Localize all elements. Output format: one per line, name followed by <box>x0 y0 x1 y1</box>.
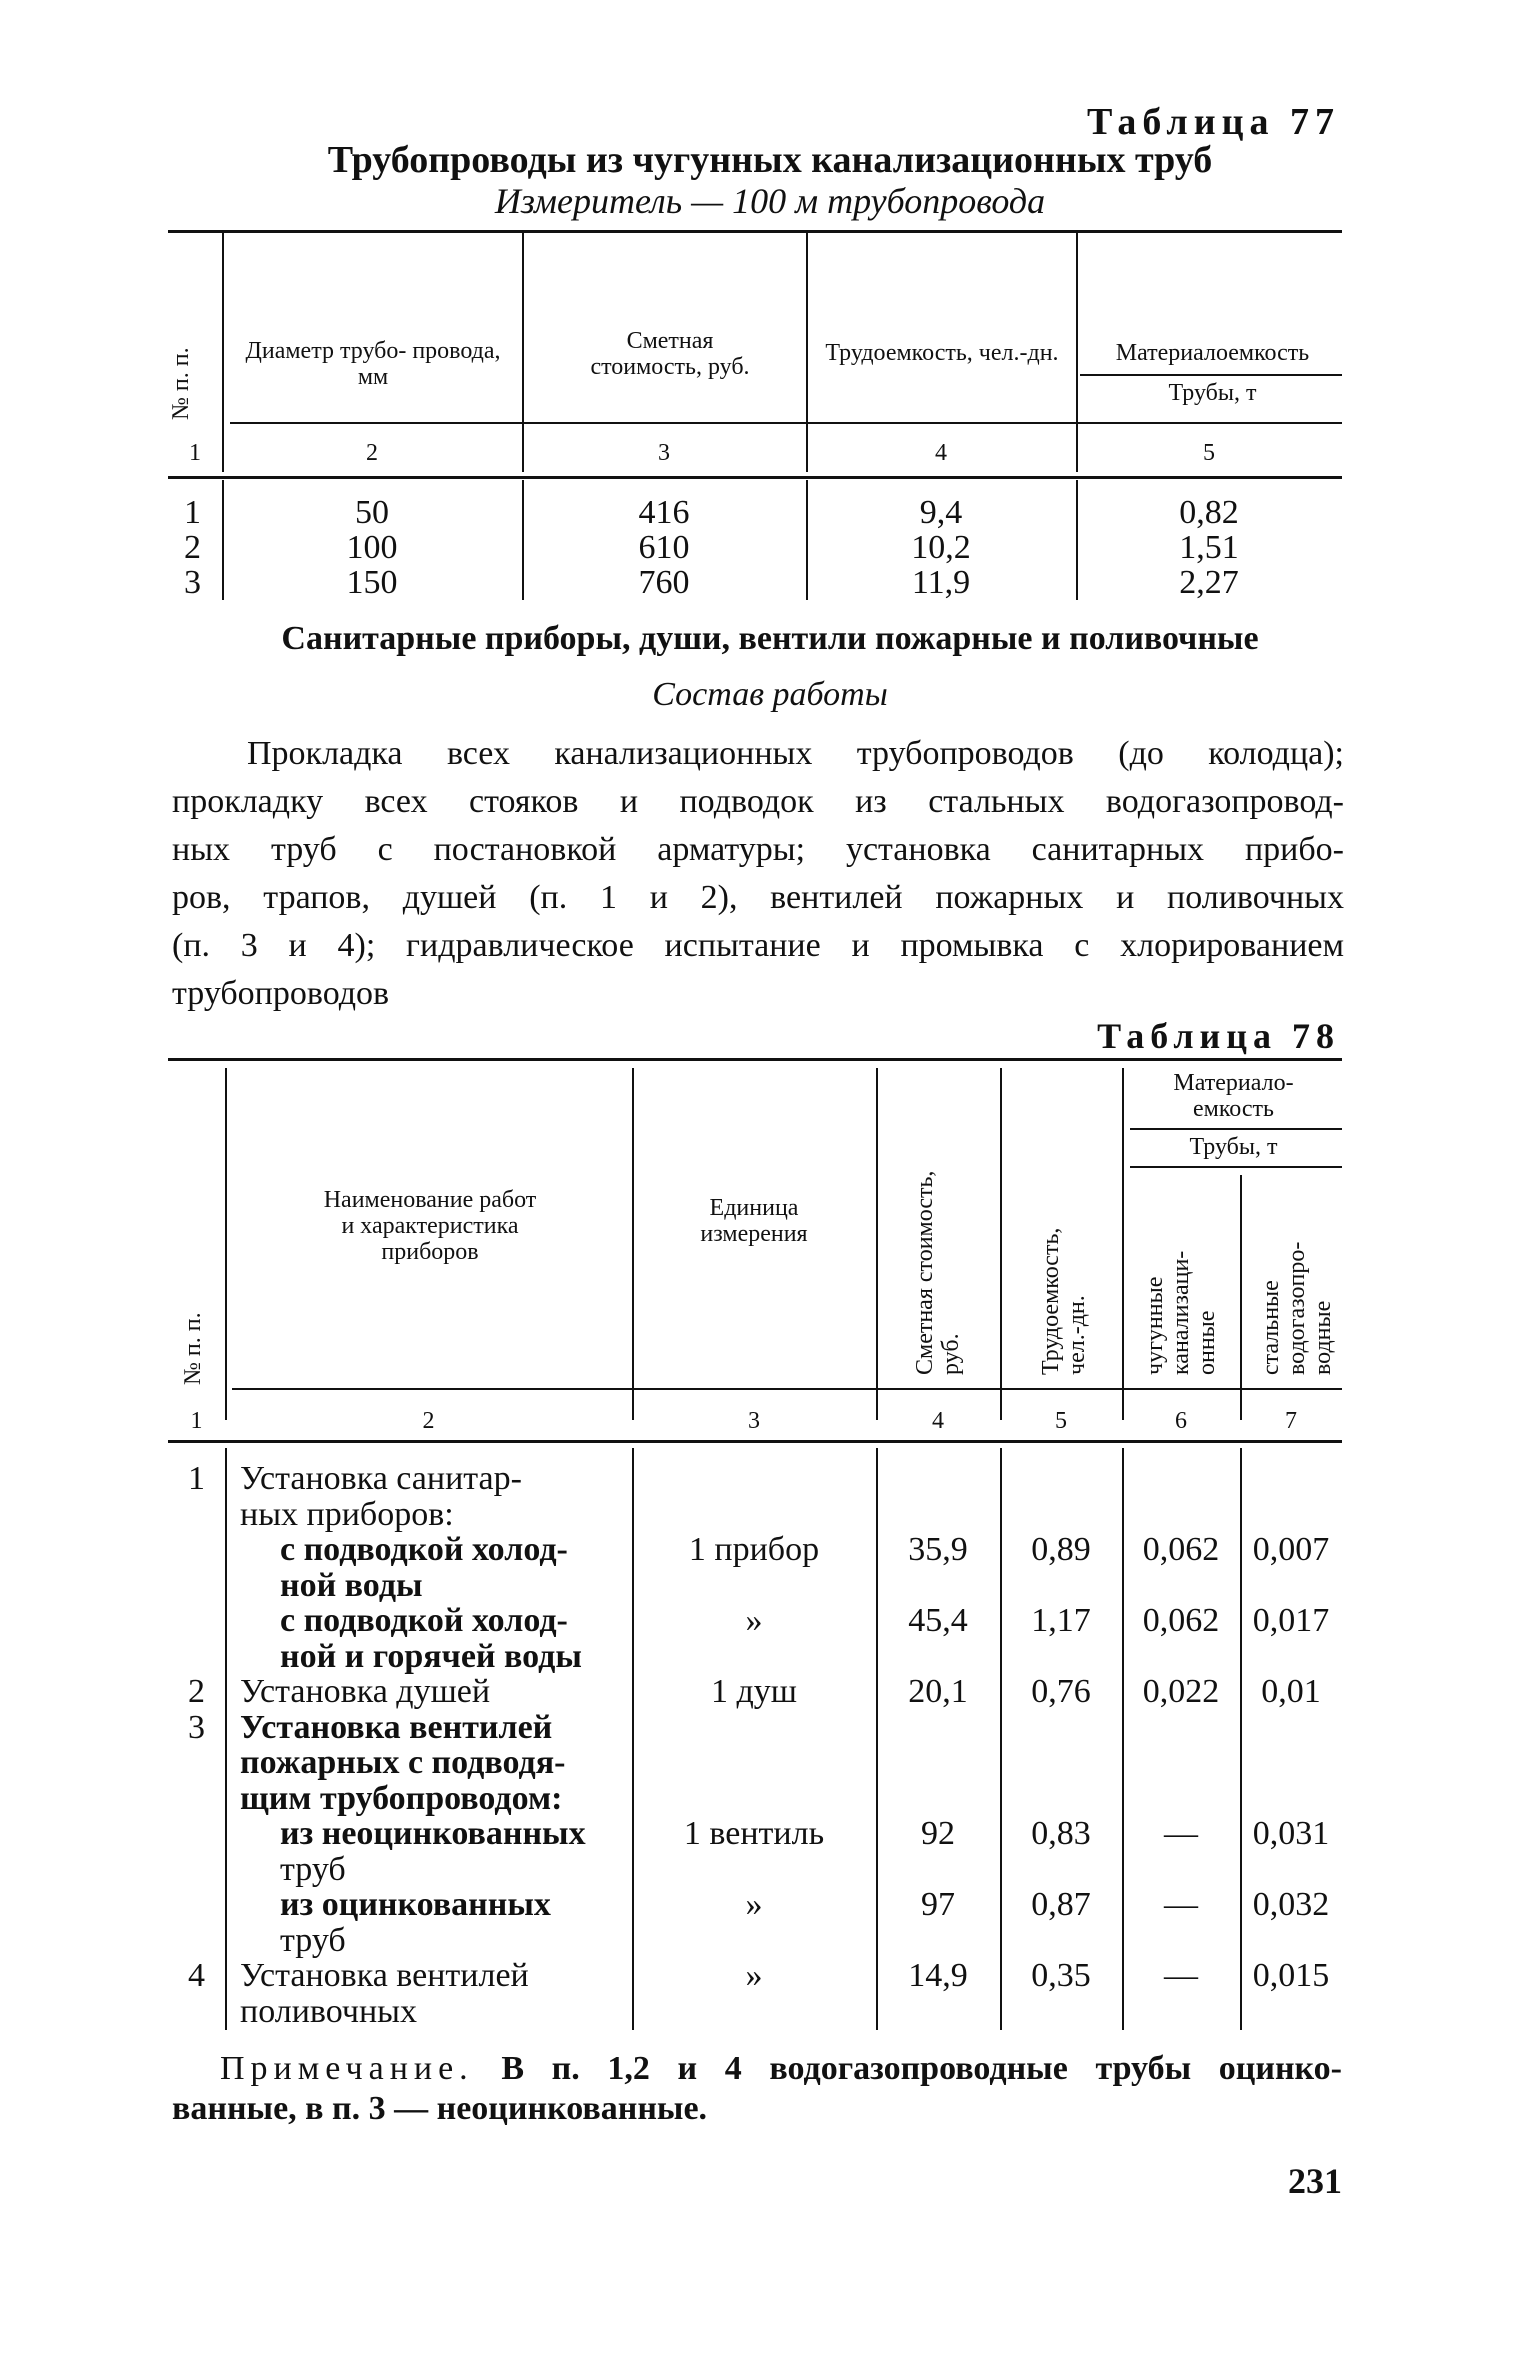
table-78-header-cast-line-3: онные <box>1194 1310 1220 1375</box>
table-78-line-3-name: с подводкой холод- <box>280 1531 568 1568</box>
table-77-row-3-cost: 760 <box>638 564 690 601</box>
table-78-colnum-5: 5 <box>1055 1408 1067 1434</box>
table-77-vline-1 <box>222 232 224 472</box>
table-78-line-10-name: щим трубопроводом: <box>240 1779 563 1817</box>
table-77-vline-4 <box>1076 232 1078 472</box>
table-78-line-9-name: пожарных с подводя- <box>240 1744 566 1781</box>
table-77-row-3-pipes: 2,27 <box>1179 564 1239 601</box>
table-78-header-steel-line-2: водогазопро- <box>1284 1241 1310 1375</box>
table-77-title: Трубопроводы из чугунных канализационных труб <box>327 139 1213 181</box>
table-78-line-16-name: поливочных <box>240 1992 417 2030</box>
table-78-colnum-4: 4 <box>932 1408 944 1434</box>
note-label: Примечание. <box>220 2050 474 2087</box>
table-77-vline-3 <box>806 232 808 472</box>
table-78-line-13-unit: » <box>745 1886 763 1923</box>
table-78-line-7-n: 2 <box>188 1673 205 1710</box>
section-body-line-3: ных труб с постановкой арматуры; установка санитарных прибо- <box>172 831 1344 868</box>
table-78-line-8-name: Установка вентилей <box>240 1708 553 1746</box>
table-78-header-unit-line-2: измерения <box>700 1221 808 1247</box>
table-78-pipes-rule <box>1130 1166 1342 1168</box>
section-body-line-1: Прокладка всех канализационных трубопроводов (до колодца); <box>247 735 1344 772</box>
table-78-line-15-name: Установка вентилей <box>240 1957 529 1994</box>
table-78-line-13-steel: 0,032 <box>1252 1886 1330 1923</box>
table-78-header-name-line-2: и характеристика <box>341 1213 519 1239</box>
table-78-line-7-cost: 20,1 <box>908 1673 968 1710</box>
table-77-row-2-pipes: 1,51 <box>1179 529 1239 566</box>
table-78-header-rule <box>232 1388 1342 1390</box>
table-78-vline-4 <box>1000 1068 1002 1420</box>
table-78-material-rule <box>1130 1128 1342 1130</box>
table-78-line-15-cost: 14,9 <box>908 1957 968 1994</box>
table-78-header-cast-line-2: канализаци- <box>1168 1250 1194 1375</box>
table-78-line-11-labor: 0,83 <box>1031 1815 1091 1852</box>
table-77-row-1-num: 1 <box>184 494 201 531</box>
table-77-row-2-diam: 100 <box>346 529 398 566</box>
table-78-line-3-cast: 0,062 <box>1142 1531 1220 1568</box>
table-77-colnum-3: 3 <box>658 440 670 466</box>
table-78-line-7-steel: 0,01 <box>1261 1673 1321 1710</box>
table-78-line-7-unit: 1 душ <box>711 1673 797 1710</box>
table-77-colnum-4: 4 <box>935 440 947 466</box>
table-78-header-unit-line-1: Единица <box>709 1195 799 1221</box>
table-78-line-15-steel: 0,015 <box>1252 1957 1330 1994</box>
table-78-line-12-name: труб <box>280 1850 346 1888</box>
table-77-row-1-labor: 9,4 <box>919 494 963 531</box>
table-78-line-11-steel: 0,031 <box>1252 1815 1330 1852</box>
table-77-row-1-pipes: 0,82 <box>1179 494 1239 531</box>
table-78-header-labor <box>1038 1228 1090 1375</box>
table-78-body-vline-1 <box>225 1448 227 2030</box>
table-78-line-5-cost: 45,4 <box>908 1602 968 1639</box>
table-77-header-num: № п. п. <box>168 347 194 420</box>
table-78-line-5-unit: » <box>745 1602 763 1639</box>
table-78-line-3-steel: 0,007 <box>1252 1531 1330 1568</box>
table-77-row-2-num: 2 <box>184 529 201 566</box>
table-77-header-labor: Трудоемкость, чел.-дн. <box>825 340 1059 366</box>
table-77-unit-line: Измеритель — 100 м трубопровода <box>494 181 1046 221</box>
table-78-line-7-name: Установка душей <box>240 1673 491 1710</box>
table-77-header-pipes: Трубы, т <box>1168 380 1257 406</box>
table-78-numbers-rule <box>168 1440 1342 1443</box>
note-line-2: ванные, в п. 3 — неоцинкованные. <box>172 2090 708 2127</box>
note-text-1: В п. 1,2 и 4 водогазопроводные трубы оцинко- <box>473 2050 1342 2087</box>
table-78-colnum-2: 2 <box>422 1408 435 1434</box>
table-78-line-11-cost: 92 <box>921 1815 955 1852</box>
table-78-line-13-name: из оцинкованных <box>280 1886 551 1923</box>
table-78-top-rule <box>168 1058 1342 1061</box>
section-title: Санитарные приборы, души, вентили пожарные и поливочные <box>281 620 1259 657</box>
table-77-row-1-diam: 50 <box>355 494 389 531</box>
table-77-header-cost: Сметная стоимость, руб. <box>590 328 750 380</box>
table-77-row-3-num: 3 <box>184 564 201 601</box>
table-78-line-11-name: из неоцинкованных <box>280 1815 586 1852</box>
table-78-line-5-name: с подводкой холод- <box>280 1602 568 1639</box>
table-77-vline-2 <box>522 232 524 472</box>
table-78-colnum-3: 3 <box>748 1408 760 1434</box>
table-77-colnum-1: 1 <box>189 440 201 466</box>
table-78-header-cost-line-1: Сметная стоимость, <box>912 1170 938 1375</box>
table-78-colnum-1: 1 <box>190 1408 203 1434</box>
table-78-line-1-name: Установка санитар- <box>240 1460 522 1497</box>
table-78-line-5-labor: 1,17 <box>1031 1602 1091 1639</box>
table-77-row-1-cost: 416 <box>638 494 690 531</box>
table-77-numbers-rule <box>168 476 1342 479</box>
section-body <box>172 730 1344 1018</box>
table-77-header-material: Материалоемкость <box>1115 340 1310 366</box>
table-78-line-15-n: 4 <box>188 1957 205 1994</box>
table-78-line-3-labor: 0,89 <box>1031 1531 1091 1568</box>
table-78-line-7-labor: 0,76 <box>1031 1673 1091 1710</box>
table-77-row-2-labor: 10,2 <box>911 529 971 566</box>
table-77-header-rule <box>230 422 1342 424</box>
table-78-colnum-6: 6 <box>1175 1408 1187 1434</box>
table-78-line-13-cast: — <box>1164 1886 1198 1923</box>
table-78-vline-6 <box>1240 1175 1242 1420</box>
table-78-header-labor-line-2: чел.-дн. <box>1064 1295 1090 1375</box>
table-78-line-13-labor: 0,87 <box>1031 1886 1091 1923</box>
table-78-header-name-line-1: Наименование работ <box>323 1187 537 1213</box>
table-78-line-3-unit: 1 прибор <box>688 1531 820 1568</box>
table-77-material-rule <box>1080 374 1342 376</box>
section-body-line-4: ров, трапов, душей (п. 1 и 2), вентилей пожарных и поливочных <box>172 879 1344 916</box>
table-78-header-name <box>232 1187 628 1265</box>
table-78-header-cast <box>1142 1251 1220 1375</box>
table-78-line-5-cast: 0,062 <box>1142 1602 1220 1639</box>
table-78-header-material-line-2: емкость <box>1193 1096 1274 1122</box>
page-number: 231 <box>1288 2161 1342 2201</box>
section-body-line-6: трубопроводов <box>172 975 390 1012</box>
table-77-row-3-labor: 11,9 <box>911 564 971 601</box>
table-77-top-rule <box>168 230 1342 233</box>
table-77-colnum-5: 5 <box>1203 440 1215 466</box>
note-line-1 <box>220 2050 1342 2088</box>
table-78-line-1-n: 1 <box>188 1460 205 1497</box>
table-77-header-diam: Диаметр трубо- провода, мм <box>245 338 501 390</box>
table-78-header-labor-line-1: Трудоемкость, <box>1038 1227 1064 1375</box>
table-78-header-cost-line-2: руб. <box>938 1333 964 1375</box>
table-77-caption: Таблица 77 <box>1086 101 1340 143</box>
table-78-header-cast-line-1: чугунные <box>1142 1276 1168 1375</box>
table-78-line-3-cost: 35,9 <box>908 1531 968 1568</box>
table-78-header-num: № п. п. <box>180 1312 206 1385</box>
table-78-header-pipes: Трубы, т <box>1189 1134 1278 1160</box>
table-77-row-3-diam: 150 <box>346 564 398 601</box>
table-78-header-steel-line-3: водные <box>1310 1300 1336 1375</box>
table-78-line-7-cast: 0,022 <box>1142 1673 1220 1710</box>
table-78-line-2-name: ных приборов: <box>240 1495 454 1533</box>
table-78-line-8-n: 3 <box>188 1708 205 1746</box>
table-78-colnum-7: 7 <box>1285 1408 1297 1434</box>
table-78-line-14-name: труб <box>280 1921 346 1959</box>
table-78-line-15-labor: 0,35 <box>1031 1957 1091 1994</box>
table-78-header-material-line-1: Материало- <box>1173 1070 1294 1096</box>
table-78-caption: Таблица 78 <box>1097 1016 1340 1056</box>
table-78-line-5-steel: 0,017 <box>1252 1602 1330 1639</box>
table-77-row-2-cost: 610 <box>638 529 690 566</box>
table-78-header-unit <box>636 1195 872 1247</box>
table-78-header-name-line-3: приборов <box>381 1239 479 1265</box>
table-78-line-11-unit: 1 вентиль <box>683 1815 825 1852</box>
table-78-line-4-name: ной воды <box>280 1566 423 1604</box>
table-78-header-cost <box>912 1171 964 1375</box>
table-78-header-material <box>1125 1070 1342 1122</box>
table-77-colnum-2: 2 <box>366 440 378 466</box>
table-78-line-13-cost: 97 <box>921 1886 955 1923</box>
table-78-line-11-cast: — <box>1164 1815 1198 1852</box>
table-78-vline-1 <box>225 1068 227 1420</box>
table-78-line-15-cast: — <box>1164 1957 1198 1994</box>
table-78-vline-3 <box>876 1068 878 1420</box>
table-78-line-15-unit: » <box>745 1957 763 1994</box>
section-body-line-2: прокладку всех стояков и подводок из стальных водогазопровод- <box>172 783 1344 820</box>
section-body-line-5: (п. 3 и 4); гидравлическое испытание и промывка с хлорированием <box>172 927 1344 964</box>
table-78-vline-2 <box>632 1068 634 1420</box>
table-78-header-steel-line-1: стальные <box>1258 1280 1284 1375</box>
table-78-header-steel <box>1258 1242 1336 1375</box>
section-subtitle: Состав работы <box>652 676 888 713</box>
table-78-vline-5 <box>1122 1068 1124 1420</box>
table-78-line-6-name: ной и горячей воды <box>280 1637 582 1675</box>
